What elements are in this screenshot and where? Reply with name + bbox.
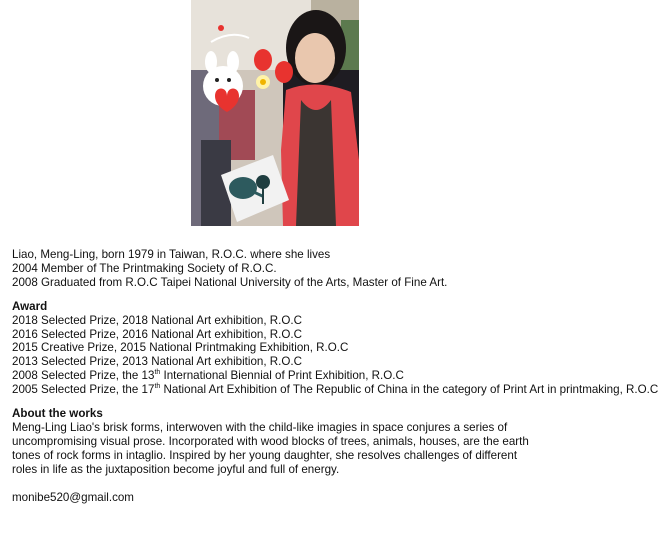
award-item: 2008 Selected Prize, the 13th International Biennial of Print Exhibition, R.O.C [12,369,404,383]
award-heading: Award [12,299,48,313]
award-item: 2016 Selected Prize, 2016 National Art exhibition, R.O.C [12,327,303,341]
contact-email[interactable]: monibe520@gmail.com [12,490,134,504]
bio-line-membership: 2004 Member of The Printmaking Society of R.O.C. [12,261,277,275]
award-item: 2005 Selected Prize, the 17th National Art Exhibition of The Republic of China in the category of Print Art in printmaking, R.O.C [12,383,658,397]
about-text: Meng-Ling Liao's brisk forms, interwoven with the child-like imagies in space conjures a series of uncompromising visual prose. Incorporated with wood blocks of trees, animals, houses, are the earth tones of rock forms in intaglio. Inspired by her young daughter, she resolves challenges of different roles in life as the juxtaposition become joyful and full of energy. [12,420,529,476]
award-item: 2013 Selected Prize, 2013 National Art exhibition, R.O.C [12,355,303,369]
award-list [12,313,658,397]
artist-info [12,248,658,505]
about-heading: About the works [12,407,103,421]
bio-line-name: Liao, Meng-Ling, born 1979 in Taiwan, R.O.C. where she lives [12,248,331,261]
award-item: 2015 Creative Prize, 2015 National Printmaking Exhibition, R.O.C [12,341,349,355]
bio-line-education: 2008 Graduated from R.O.C Taipei National University of the Arts, Master of Fine Art. [12,275,448,289]
artist-photo-image [191,0,359,226]
artist-photo [191,0,359,226]
award-item: 2018 Selected Prize, 2018 National Art exhibition, R.O.C [12,313,303,327]
